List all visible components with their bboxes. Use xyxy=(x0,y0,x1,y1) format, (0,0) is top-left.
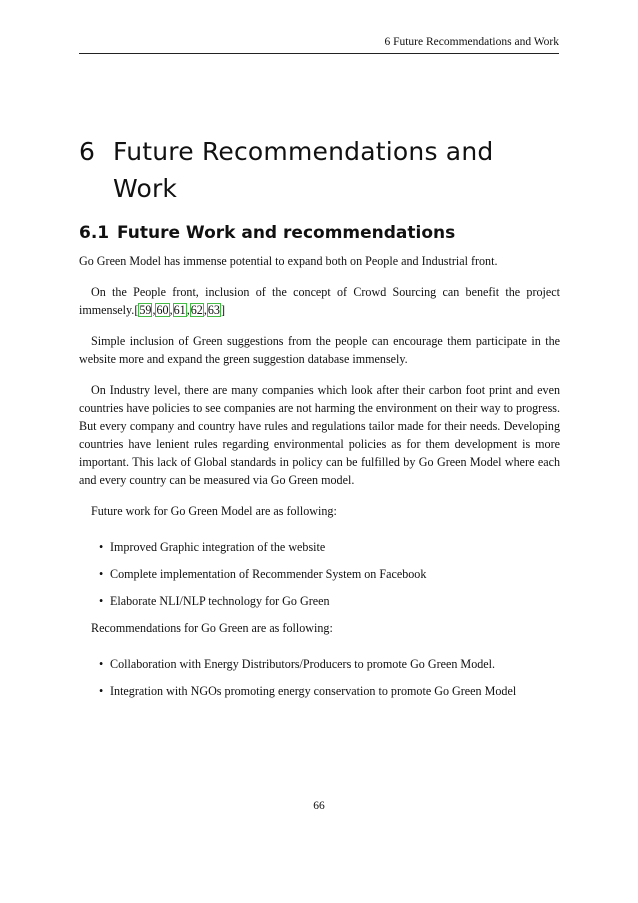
list-item-text: Complete implementation of Recommender System on Facebook xyxy=(110,567,427,581)
chapter-title-line2: Work xyxy=(113,174,178,203)
paragraph-1: Go Green Model has immense potential to expand both on People and Industrial front. xyxy=(79,254,498,268)
citation-link[interactable]: 63 xyxy=(207,303,220,317)
citation-link[interactable]: 59 xyxy=(139,303,152,317)
future-work-list xyxy=(79,538,560,610)
bullet-icon: • xyxy=(99,657,104,671)
paragraph-4: On Industry level, there are many companies which look after their carbon foot print and even countries have policies to see companies are not harming the environment on their way to progress. But every company and country have rules and regulations tailor made for their needs. Developing countries have lenient rules regarding environmental policies as for them development is more important. This lack of Global standards in policy can be fulfilled by Go Green Model where each and every country can be measured via Go Green model. xyxy=(79,383,560,487)
paragraph-6: Recommendations for Go Green are as following: xyxy=(91,621,333,635)
recommendations-list xyxy=(79,655,560,700)
paragraph-2-text: On the People front, inclusion of the concept of Crowd Sourcing can benefit the project immensely. xyxy=(79,285,560,317)
chapter-title-line1: Future Recommendations and xyxy=(113,137,494,166)
section-title xyxy=(79,221,455,245)
paragraph-5: Future work for Go Green Model are as following: xyxy=(91,504,337,518)
list-item-text: Elaborate NLI/NLP technology for Go Green xyxy=(110,594,330,608)
bullet-icon: • xyxy=(99,684,104,698)
bullet-icon: • xyxy=(99,594,104,608)
body-text xyxy=(79,252,560,700)
page-number: 66 xyxy=(313,800,325,812)
section-title-text: Future Work and recommendations xyxy=(117,223,456,243)
citation-link[interactable]: 61 xyxy=(173,303,186,317)
citation-group: [59,60,61,62,63] xyxy=(134,303,225,317)
list-item-text: Improved Graphic integration of the website xyxy=(110,540,326,554)
section-number: 6.1 xyxy=(79,223,110,243)
header-rule xyxy=(79,53,559,54)
bullet-icon: • xyxy=(99,567,104,581)
list-item xyxy=(79,538,560,556)
list-item xyxy=(79,682,560,700)
citation-link[interactable]: 60 xyxy=(156,303,169,317)
list-item-text: Integration with NGOs promoting energy conservation to promote Go Green Model xyxy=(110,684,517,698)
list-item-text: Collaboration with Energy Distributors/Producers to promote Go Green Model. xyxy=(110,657,496,671)
list-item xyxy=(79,565,560,583)
paragraph-3: Simple inclusion of Green suggestions from the people can encourage them participate in the website more and expand the green suggestion database immensely. xyxy=(79,334,560,366)
citation-link[interactable]: 62 xyxy=(190,303,203,317)
paragraph-2 xyxy=(79,283,560,319)
bullet-icon: • xyxy=(99,540,104,554)
chapter-number: 6 xyxy=(79,137,96,166)
running-head: 6 Future Recommendations and Work xyxy=(384,36,559,48)
chapter-title xyxy=(79,133,559,207)
list-item xyxy=(79,592,560,610)
list-item xyxy=(79,655,560,673)
